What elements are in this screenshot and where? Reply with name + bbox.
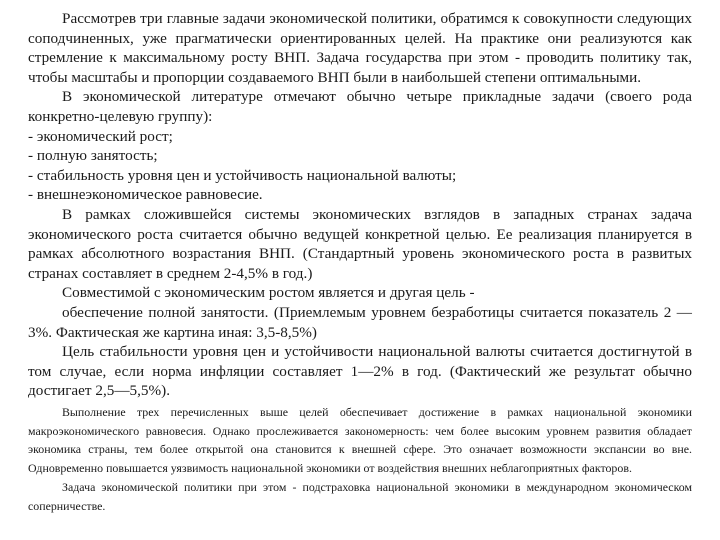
paragraph-macro-equilibrium: Выполнение трех перечисленных выше целей обеспечивает достижение в рамках национальной экономики макроэкономического равновесия. Однако прослеживается закономерность: чем более высоким уровнем развития обладает экономика страны, тем более открытой она становится к внешней сфере. Это означает возможности экспансии во вне. Одновременно повышается уязвимость национальной экономики от воздействия внешних неблагоприятных факторов. — [28, 404, 692, 476]
paragraph-intro: Рассмотрев три главные задачи экономической политики, обратимся к совокупности следующих соподчиненных, уже прагматически ориентированных целей. На практике они реализуются как стремление к максимальному росту ВНП. Задача государства при этом - проводить политику так, чтобы масштабы и пропорции создаваемого ВНП были в наибольшей степени оптимальными. — [28, 10, 692, 86]
paragraph-tasks-intro: В экономической литературе отмечают обычно четыре прикладные задачи (своего рода конкретно-целевую группу): — [28, 88, 692, 125]
main-text — [28, 9, 692, 401]
list-item-external-balance: - внешнеэкономическое равновесие. — [28, 186, 263, 204]
paragraph-economic-growth: В рамках сложившейся системы экономических взглядов в западных странах задача экономического роста считается обычно ведущей конкретной целью. Ее реализация планируется в рамках абсолютного возрастания ВНП. (Стандартный уровень экономического роста в развитых странах составляет в среднем 2-4,5% в год.) — [28, 205, 692, 282]
paragraph-full-employment: обеспечение полной занятости. (Приемлемым уровнем безработицы считается показатель 2 —3%. Фактическая же картина иная: 3,5-8,5%) — [28, 303, 692, 341]
list-item-price-stability: - стабильность уровня цен и устойчивость национальной валюты; — [28, 166, 457, 184]
list-item-employment: - полную занятость; — [28, 147, 158, 165]
paragraph-compatible-goal: Совместимой с экономическим ростом является и другая цель - — [62, 284, 475, 302]
paragraph-price-stability: Цель стабильности уровня цен и устойчивости национальной валюты считается достигнутой в том случае, если норма инфляции составляет 1—2% в год. (Фактический же результат обычно достигает 2,5—5,5%). — [28, 343, 692, 400]
small-text — [28, 403, 692, 516]
list-item-growth: - экономический рост; — [28, 127, 173, 145]
paragraph-policy-task: Задача экономической политики при этом - подстраховка национальной экономики в международном экономическом соперничестве. — [28, 480, 692, 513]
